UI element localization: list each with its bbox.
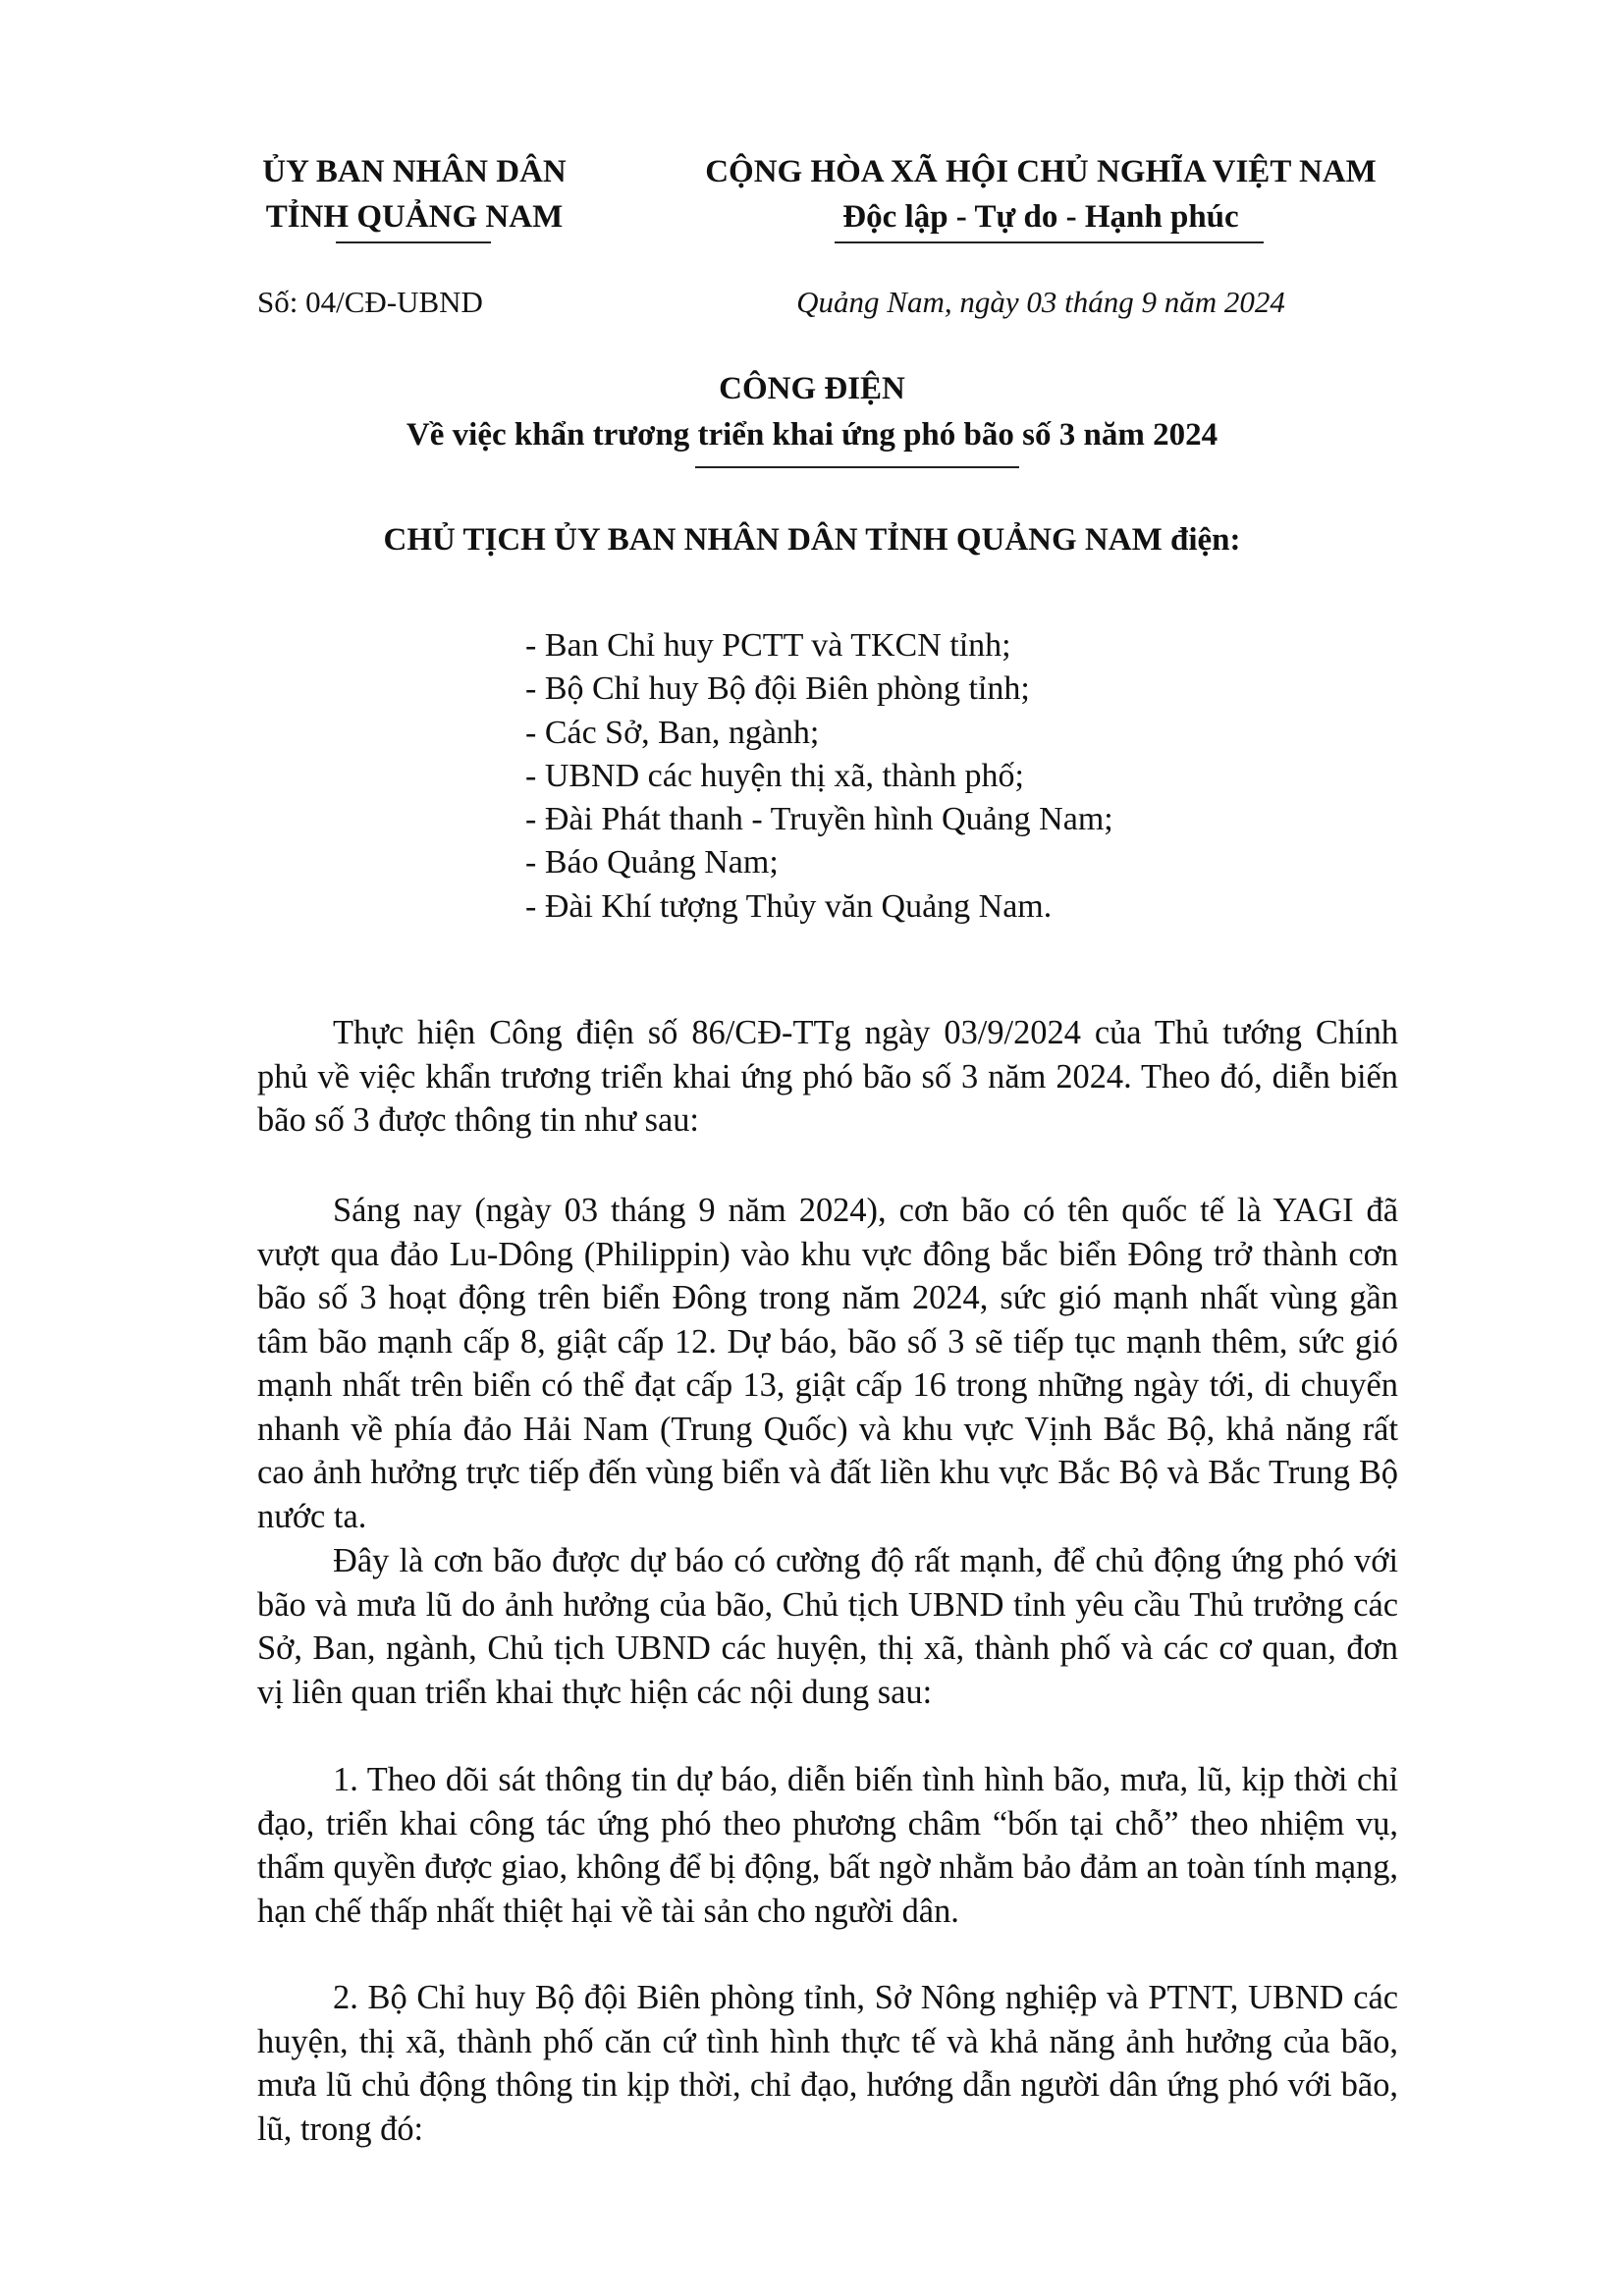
org-line-2: TỈNH QUẢNG NAM bbox=[265, 199, 564, 235]
recipient-item: - Báo Quảng Nam; bbox=[525, 844, 779, 881]
body-paragraph-2: Sáng nay (ngày 03 tháng 9 năm 2024), cơn bão có tên quốc tế là YAGI đã vượt qua đảo Lu-Dông (Philippin) vào khu vực đông bắc biển Đông trở thành cơn bão số 3 hoạt động trên biển Đông trong năm 2024, sức gió mạnh nhất vùng gần tâm bão mạnh cấp 8, giật cấp 12. Dự báo, bão số 3 sẽ tiếp tục mạnh thêm, sức gió mạnh nhất trên biển có thể đạt cấp 13, giật cấp 16 trong những ngày tới, di chuyển nhanh về phía đảo Hải Nam (Trung Quốc) và khu vực Vịnh Bắc Bộ, khả năng rất cao ảnh hưởng trực tiếp đến vùng biển và đất liền khu vực Bắc Bộ và Bắc Trung Bộ nước ta. bbox=[257, 1192, 1398, 1535]
body-paragraph-4: 1. Theo dõi sát thông tin dự báo, diễn biến tình hình bão, mưa, lũ, kịp thời chỉ đạo, triển khai công tác ứng phó theo phương châm “bốn tại chỗ” theo nhiệm vụ, thẩm quyền được giao, không để bị động, bất ngờ nhằm bảo đảm an toàn tính mạng, hạn chế thấp nhất thiệt hại về tài sản cho người dân. bbox=[257, 1761, 1398, 1930]
nation-line-1: CỘNG HÒA XÃ HỘI CHỦ NGHĨA VIỆT NAM bbox=[705, 154, 1377, 189]
recipient-item: - Đài Khí tượng Thủy văn Quảng Nam. bbox=[525, 887, 1053, 925]
document-subject: Về việc khẩn trương triển khai ứng phó bão số 3 năm 2024 bbox=[406, 417, 1218, 453]
subject-underline bbox=[695, 466, 1019, 468]
recipient-item: - Ban Chỉ huy PCTT và TKCN tỉnh; bbox=[525, 627, 1011, 664]
recipient-item: - Các Sở, Ban, ngành; bbox=[525, 714, 820, 751]
org-underline bbox=[336, 241, 491, 243]
nation-line-2: Độc lập - Tự do - Hạnh phúc bbox=[842, 199, 1239, 235]
body-paragraph-5: 2. Bộ Chỉ huy Bộ đội Biên phòng tỉnh, Sở Nông nghiệp và PTNT, UBND các huyện, thị xã, thành phố căn cứ tình hình thực tế và khả năng ảnh hưởng của bão, mưa lũ chủ động thông tin kịp thời, chỉ đạo, hướng dẫn người dân ứng phó với bão, lũ, trong đó: bbox=[257, 1979, 1398, 2148]
recipient-item: - Đài Phát thanh - Truyền hình Quảng Nam; bbox=[525, 801, 1113, 838]
body-paragraph-3: Đây là cơn bão được dự báo có cường độ rất mạnh, để chủ động ứng phó với bão và mưa lũ do ảnh hưởng của bão, Chủ tịch UBND tỉnh yêu cầu Thủ trưởng các Sở, Ban, ngành, Chủ tịch UBND các huyện, thị xã, thành phố và các cơ quan, đơn vị liên quan triển khai thực hiện các nội dung sau: bbox=[257, 1542, 1398, 1711]
sender-line: CHỦ TỊCH ỦY BAN NHÂN DÂN TỈNH QUẢNG NAM điện: bbox=[383, 522, 1241, 558]
org-line-1: ỦY BAN NHÂN DÂN bbox=[262, 154, 567, 189]
motto-underline bbox=[835, 241, 1264, 243]
place-date: Quảng Nam, ngày 03 tháng 9 năm 2024 bbox=[796, 285, 1285, 319]
document-type-title: CÔNG ĐIỆN bbox=[719, 371, 905, 406]
national-heading bbox=[628, 149, 1453, 240]
document-number: Số: 04/CĐ-UBND bbox=[257, 285, 483, 319]
body-paragraph-1: Thực hiện Công điện số 86/CĐ-TTg ngày 03/9/2024 của Thủ tướng Chính phủ về việc khẩn trương triển khai ứng phó bão số 3 năm 2024. Theo đó, diễn biến bão số 3 được thông tin như sau: bbox=[257, 1014, 1398, 1139]
recipient-item: - Bộ Chỉ huy Bộ đội Biên phòng tỉnh; bbox=[525, 670, 1030, 708]
recipients-list bbox=[525, 624, 1113, 929]
recipient-item: - UBND các huyện thị xã, thành phố; bbox=[525, 757, 1024, 794]
issuing-organization bbox=[228, 149, 601, 240]
